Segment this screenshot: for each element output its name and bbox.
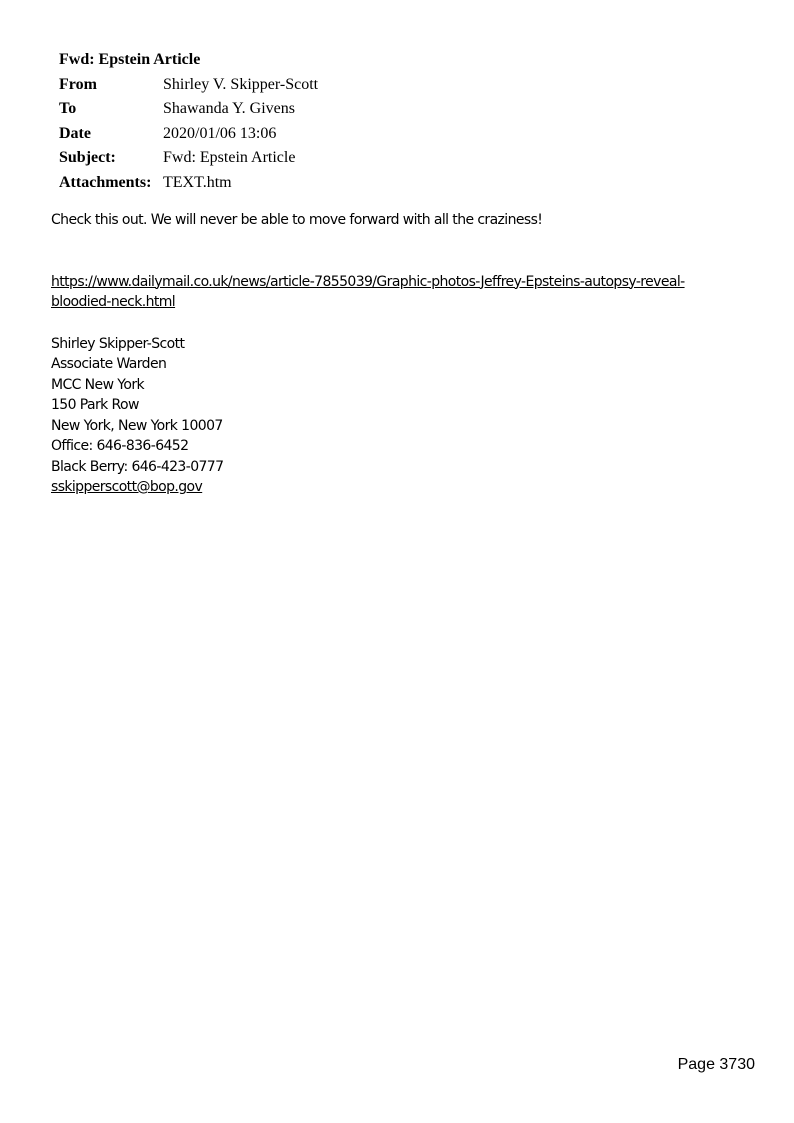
body-spacer xyxy=(51,231,751,272)
signature-title: Associate Warden xyxy=(51,356,167,372)
header-row-from xyxy=(59,73,318,98)
attachments-value: TEXT.htm xyxy=(163,173,232,191)
signature-institution: MCC New York xyxy=(51,376,144,393)
email-title: Fwd: Epstein Article xyxy=(59,51,201,68)
signature-email-link[interactable]: sskipperscott@bop.gov xyxy=(51,479,203,495)
signature-blackberry-phone: Black Berry: 646-423-0777 xyxy=(51,458,224,475)
header-row-date xyxy=(59,122,318,147)
from-label: From xyxy=(59,75,97,93)
subject-value: Fwd: Epstein Article xyxy=(163,149,296,166)
from-value: Shirley V. Skipper-Scott xyxy=(163,75,319,93)
to-label: To xyxy=(59,100,77,117)
header-row-to xyxy=(59,97,318,122)
signature-city: New York, New York 10007 xyxy=(51,417,223,434)
header-row-attachments xyxy=(59,171,318,196)
article-link-line-1[interactable]: https://www.dailymail.co.uk/news/article-7855039/Graphic-photos-Jeffrey-Epsteins-autopsy-reveal- xyxy=(51,273,685,290)
email-header xyxy=(59,48,318,195)
to-value: Shawanda Y. Givens xyxy=(163,100,295,117)
signature-spacer xyxy=(51,313,751,334)
signature-office-phone: Office: 646-836-6452 xyxy=(51,438,189,454)
page-number: Page 3730 xyxy=(677,1056,755,1073)
attachments-label: Attachments: xyxy=(59,173,152,191)
date-value: 2020/01/06 13:06 xyxy=(163,124,277,142)
signature-street: 150 Park Row xyxy=(51,397,139,413)
header-row-subject xyxy=(59,146,318,171)
article-link-line-2[interactable]: bloodied-neck.html xyxy=(51,294,176,310)
body-text: Check this out. We will never be able to move forward with all the craziness! xyxy=(51,212,543,228)
signature-name: Shirley Skipper-Scott xyxy=(51,335,185,352)
date-label: Date xyxy=(59,124,91,142)
subject-label: Subject: xyxy=(59,149,116,166)
email-body xyxy=(51,210,751,498)
